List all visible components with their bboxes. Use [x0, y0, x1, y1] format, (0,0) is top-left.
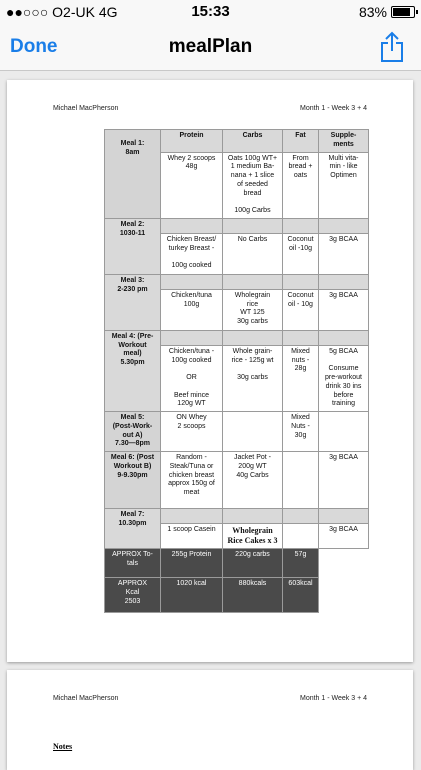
table-cell: 3g BCAA: [329, 291, 358, 299]
table-cell: 3g BCAA: [329, 454, 358, 461]
battery-percent: 83%: [358, 4, 387, 20]
table-cell: Protein: [179, 132, 204, 139]
table-cell: 5g BCAA Consume pre-workout drink 30 ins before training: [325, 347, 362, 408]
table-cell: Mixed nuts - 28g: [291, 347, 310, 373]
table-cell: Meal 4: (Pre- Workout meal) 5.30pm: [111, 332, 154, 366]
table-cell: 220g carbs: [235, 551, 270, 558]
table-cell: 1020 kcal: [176, 580, 207, 587]
table-cell: 57g: [294, 551, 307, 558]
notes-heading: Notes: [53, 742, 73, 751]
table-cell: Fat: [295, 132, 306, 139]
page2-period: Month 1 - Week 3 + 4: [300, 695, 367, 702]
table-cell: Coconut oil - 10g: [287, 291, 314, 308]
nav-bar: [0, 24, 421, 71]
battery-fill: [393, 8, 410, 16]
table-cell: Meal 7: 10.30pm: [118, 511, 147, 527]
status-time: 15:33: [191, 3, 230, 20]
table-cell: Supple- ments: [330, 132, 357, 148]
page2-author: Michael MacPherson: [53, 695, 119, 702]
table-row: [105, 452, 369, 509]
table-cell: Multi vita- min - like Optimen: [328, 154, 359, 179]
page-period: Month 1 - Week 3 + 4: [300, 105, 367, 112]
table-cell: No Carbs: [237, 235, 268, 243]
table-cell: Coconut oil -10g: [287, 235, 314, 252]
page-author: Michael MacPherson: [53, 105, 119, 112]
table-cell: From bread + oats: [288, 154, 313, 179]
document-page-1[interactable]: [7, 80, 413, 662]
document-page-2[interactable]: [7, 670, 413, 770]
table-header-row: [105, 130, 369, 153]
table-cell: Random - Steak/Tuna or chicken breast approx 150g of meat: [168, 454, 215, 496]
table-row: [105, 330, 369, 345]
table-cell: Chicken Breast/ turkey Breast - 100g cooked: [166, 235, 217, 269]
table-cell: Wholegrain rice WT 125 30g carbs: [234, 291, 271, 325]
share-icon[interactable]: [379, 31, 405, 63]
meal-plan-table: [104, 129, 369, 613]
table-cell: Chicken/tuna 100g: [171, 291, 212, 308]
table-cell: Meal 3: 2-230 pm: [117, 276, 148, 293]
table-cell: 1 scoop Casein: [167, 526, 216, 533]
table-row: [105, 412, 369, 452]
table-cell: Meal 5: (Post-Work- out A) 7.30—8pm: [112, 414, 153, 448]
battery-indicator: [359, 4, 415, 20]
table-cell: 3g BCAA: [329, 526, 358, 533]
table-cell: Chicken/tuna - 100g cooked OR Beef mince 120g WT: [168, 347, 215, 408]
table-cell: Whey 2 scoops 48g: [167, 154, 216, 171]
totals-row: [105, 578, 369, 613]
done-button[interactable]: Done: [10, 36, 58, 57]
table-cell: 603kcal: [288, 580, 313, 587]
table-row: [105, 274, 369, 289]
carrier-signal: ●●○○○ O2-UK 4G: [6, 4, 118, 20]
table-cell: Carbs: [242, 132, 263, 139]
table-cell: Meal 6: (Post Workout B) 9-9.30pm: [110, 454, 155, 479]
table-cell: 880kcals: [238, 580, 267, 587]
table-row: [105, 218, 369, 233]
table-cell: Oats 100g WT+ 1 medium Ba- nana + 1 slice of seeded bread 100g Carbs: [227, 154, 278, 214]
status-bar: [0, 0, 421, 24]
table-cell: Mixed Nuts - 30g: [291, 414, 310, 439]
table-cell: APPROX To- tals: [112, 551, 153, 567]
totals-row: [105, 549, 369, 578]
table-cell: 3g BCAA: [329, 235, 358, 243]
table-cell: APPROX Kcal 2503: [117, 580, 148, 605]
table-cell: Jacket Pot - 200g WT 40g Carbs: [234, 454, 271, 479]
table-cell: ON Whey 2 scoops: [176, 414, 207, 430]
table-cell: Meal 2: 1030-11: [119, 220, 146, 237]
table-cell: Meal 1: 8am: [120, 140, 145, 156]
table-cell: 255g Protein: [171, 551, 212, 558]
document-title: mealPlan: [168, 36, 253, 57]
table-cell: Wholegrain Rice Cakes x 3: [227, 526, 278, 545]
battery-icon: [391, 6, 415, 18]
table-row: [105, 509, 369, 524]
table-cell: Whole grain- rice - 125g wt 30g carbs: [231, 347, 274, 381]
